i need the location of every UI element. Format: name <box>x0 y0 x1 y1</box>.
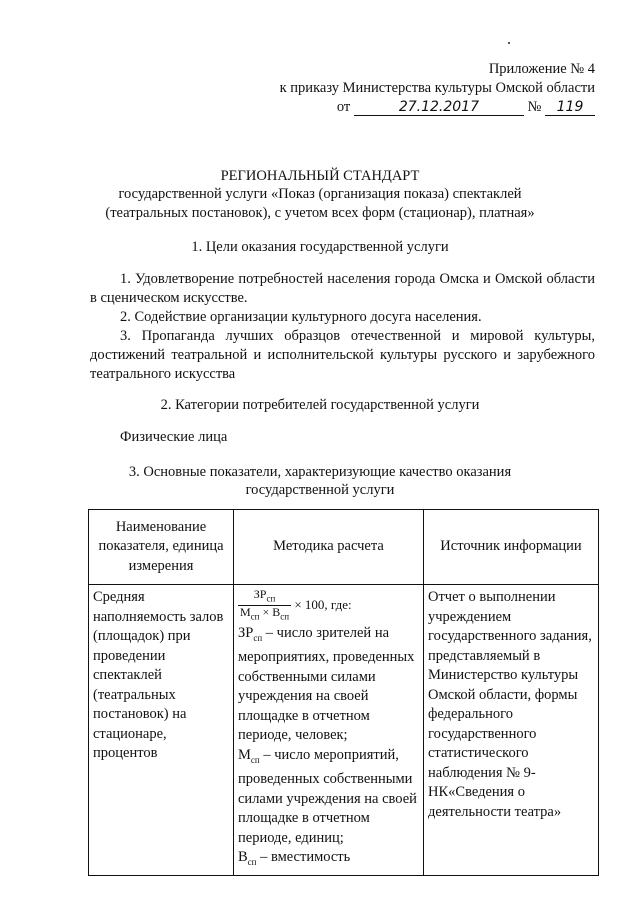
table-row <box>89 585 599 876</box>
annex-block <box>280 60 595 117</box>
section1-heading: 1. Цели оказания государственной услуги <box>191 239 449 255</box>
header-method: Методика расчета <box>234 510 424 585</box>
cell-indicator-name: Средняя наполняемость залов (площадок) при проведении спектаклей (театральных постановок) на стационаре, процентов <box>89 585 234 876</box>
formula-denominator: $М_{сп} \times В_{сп}$ <box>240 605 290 622</box>
scan-speck <box>508 42 510 44</box>
header-source: Источник информации <box>424 510 599 585</box>
section2-heading: 2. Категории потребителей государственной услуги <box>160 397 480 413</box>
doc-subtitle-2: (театральных постановок), с учетом всех форм (стационар), платная» <box>105 205 535 221</box>
annex-order-ref: к приказу Министерства культуры Омской области <box>279 80 595 96</box>
section3-heading-1: 3. Основные показатели, характеризующие качество оказания <box>128 464 512 480</box>
cell-source: Отчет о выполнении учреждением государственного задания, представляемый в Министерство культуры Омской области, формы федерального государственного статистического наблюдения № 9-НК«Сведения о деятельности театра» <box>424 585 599 876</box>
annex-order-number: 119 <box>545 99 595 116</box>
annex-num-label: № <box>527 99 542 115</box>
formula-numerator: $ЗР_{сп}$ <box>238 588 291 606</box>
doc-title: РЕГИОНАЛЬНЫЙ СТАНДАРТ <box>220 168 420 184</box>
header-indicator-name: Наименование показателя, единица измерения <box>89 510 234 585</box>
formula <box>238 588 419 624</box>
section2-text: Физические лица <box>120 429 228 445</box>
doc-subtitle-1: государственной услуги «Показ (организация показа) спектаклей <box>118 186 522 202</box>
formula-def-m: $М_{сп}$ – число мероприятий, проведенных собственными силами учреждения на своей площадке в отчетном периоде, единиц; <box>238 746 417 846</box>
annex-from-label: от <box>336 99 351 115</box>
annex-date: 27.12.2017 <box>354 99 524 116</box>
section1-item-1: 1. Удовлетворение потребностей населения города Омска и Омской области в сценическом искусстве. <box>90 271 595 306</box>
formula-def-v: $В_{сп}$ – вместимость <box>238 849 351 867</box>
formula-def-zr: $ЗР_{сп}$ – число зрителей на мероприятиях, проведенных собственными силами учреждения на своей площадке в отчетном периоде, человек; <box>238 624 415 744</box>
section3-heading-2: государственной услуги <box>245 482 395 498</box>
formula-tail: × 100, где: <box>291 597 352 613</box>
cell-method <box>234 585 424 876</box>
section1-item-2: 2. Содействие организации культурного досуга населения. <box>120 309 482 325</box>
section1-item-3: 3. Пропаганда лучших образцов отечественной и мировой культуры, достижений театральной и исполнительской культуры русского и зарубежного театрального искусства <box>90 328 595 382</box>
table-header-row <box>89 510 599 585</box>
annex-number: Приложение № 4 <box>488 61 595 77</box>
indicators-table <box>88 509 599 876</box>
formula-fraction <box>238 588 291 624</box>
annex-date-line <box>280 98 595 117</box>
